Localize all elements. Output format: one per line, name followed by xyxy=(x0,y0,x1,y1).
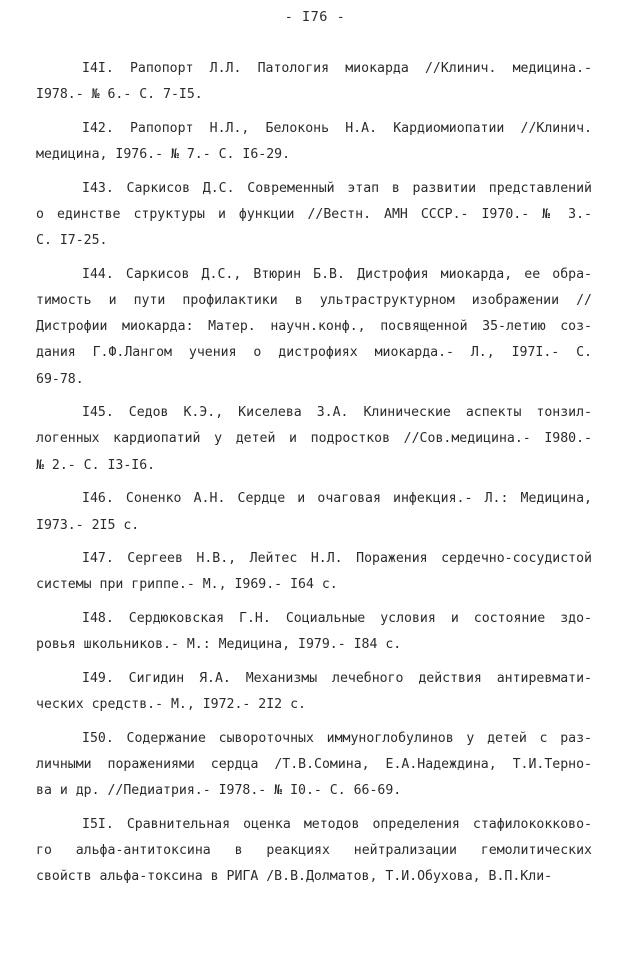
reference-line: ва и др. //Педиатрия.- I978.- № I0.- С. 66-69. xyxy=(36,783,402,799)
reference-line: ческих средств.- М., I972.- 2I2 с. xyxy=(36,697,306,713)
reference-line: дания Г.Ф.Лангом учения о дистрофиях миокарда.- Л., I97I.- С. xyxy=(36,345,592,361)
reference-entry xyxy=(36,812,592,891)
entry-spacer xyxy=(36,599,592,607)
reference-entry xyxy=(36,262,592,393)
reference-line: 69-78. xyxy=(36,371,84,387)
reference-line: системы при гриппе.- М., I969.- I64 с. xyxy=(36,577,338,593)
reference-line: С. I7-25. xyxy=(36,233,108,249)
reference-line: о единстве структуры и функции //Вестн. АМН СССР.- I970.- № 3.- xyxy=(36,206,592,222)
reference-first-line: I4I. Рапопорт Л.Л. Патология миокарда //Клинич. медицина.- xyxy=(82,61,592,76)
reference-first-line: I49. Сигидин Я.А. Механизмы лечебного действия антиревмати- xyxy=(82,670,592,686)
entry-spacer xyxy=(36,804,592,812)
reference-first-line: I44. Саркисов Д.С., Втюрин Б.В. Дистрофия миокарда, ее обра- xyxy=(82,266,592,282)
reference-first-line: I47. Сергеев Н.В., Лейтес Н.Л. Поражения сердечно-сосудистой xyxy=(82,551,592,567)
reference-first-line: I48. Сердюковская Г.Н. Социальные условия и состояние здо- xyxy=(82,611,592,627)
reference-first-line: I43. Саркисов Д.С. Современный этап в развитии представлений xyxy=(82,180,592,196)
reference-entry xyxy=(36,486,592,538)
reference-first-line: I46. Соненко А.Н. Сердце и очаговая инфекция.- Л.: Медицина, xyxy=(82,491,592,507)
reference-line: свойств альфа-токсина в РИГА /В.В.Долматов, Т.И.Обухова, В.П.Кли- xyxy=(36,869,553,885)
reference-line: личными поражениями сердца /Т.В.Сомина, Е.А.Надеждина, Т.И.Терно- xyxy=(36,757,592,772)
reference-entry xyxy=(36,116,592,168)
entry-spacer xyxy=(36,393,592,401)
reference-line: го альфа-антитоксина в реакциях нейтрализации гемолитических xyxy=(36,843,592,859)
entry-spacer xyxy=(36,479,592,487)
reference-entry xyxy=(36,606,592,658)
reference-line: логенных кардиопатий у детей и подростков //Сов.медицина.- I980.- xyxy=(36,431,592,447)
entry-spacer xyxy=(36,108,592,116)
reference-line: I978.- № 6.- С. 7-I5. xyxy=(36,87,203,103)
reference-first-line: I50. Содержание сывороточных иммуноглобулинов у детей с раз- xyxy=(82,730,592,746)
reference-line: Дистрофии миокарда: Матер. научн.конф., посвященной 35-летию соз- xyxy=(36,319,592,335)
reference-line: медицина, I976.- № 7.- С. I6-29. xyxy=(36,147,291,163)
reference-entry xyxy=(36,666,592,718)
reference-line: I973.- 2I5 с. xyxy=(36,517,140,533)
reference-line: ровья школьников.- М.: Медицина, I979.- I84 с. xyxy=(36,637,402,653)
entry-spacer xyxy=(36,539,592,547)
entry-spacer xyxy=(36,718,592,726)
reference-list xyxy=(36,56,592,890)
entry-spacer xyxy=(36,658,592,666)
reference-first-line: I45. Седов К.Э., Киселева З.А. Клинические аспекты тонзил- xyxy=(82,405,592,421)
reference-entry xyxy=(36,400,592,479)
entry-spacer xyxy=(36,254,592,262)
entry-spacer xyxy=(36,168,592,176)
reference-line: № 2.- С. I3-I6. xyxy=(36,457,156,473)
reference-entry xyxy=(36,176,592,255)
reference-entry xyxy=(36,56,592,108)
reference-first-line: I5I. Сравнительная оценка методов определения стафилококково- xyxy=(82,816,592,832)
page-number: - I76 - xyxy=(284,9,346,25)
reference-line: тимость и пути профилактики в ультраструктурном изображении // xyxy=(36,293,592,308)
reference-first-line: I42. Рапопорт Н.Л., Белоконь Н.А. Кардиомиопатии //Клинич. xyxy=(82,120,592,136)
reference-entry xyxy=(36,726,592,805)
reference-entry xyxy=(36,546,592,598)
